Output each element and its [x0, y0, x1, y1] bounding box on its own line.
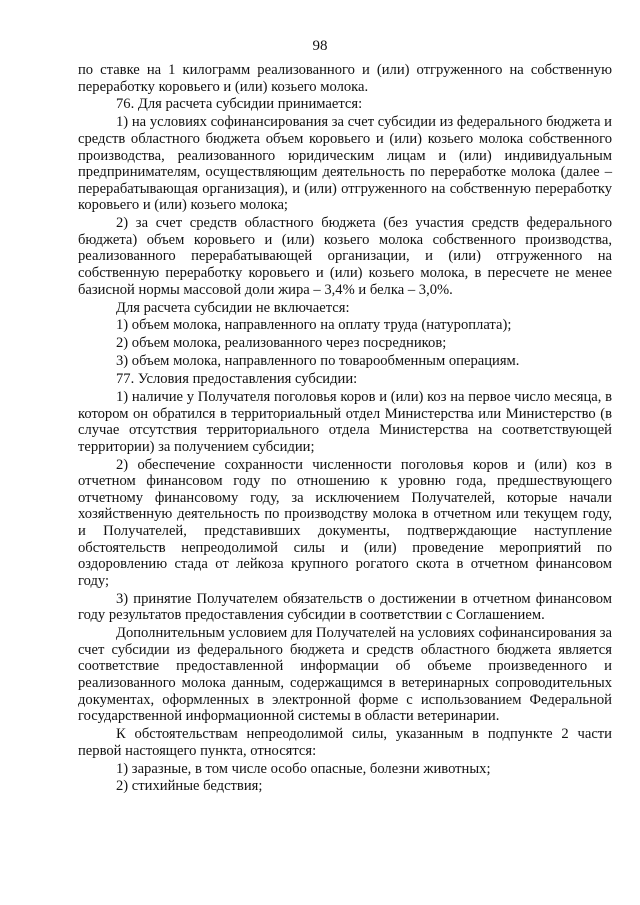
paragraph: 1) на условиях софинансирования за счет субсидии из федерального бюджета и средств областного бюджета объем коровьего и (или) козьего молока собственного производства, реализованного юридическим лицам и (или) индивидуальным предпринимателям, осуществляющим деятельность по переработке молока (далее – перерабатывающая организация), и (или) отгруженного на собственную переработку коровьего и (или) козьего молока;	[78, 114, 612, 214]
paragraph: 1) наличие у Получателя поголовья коров и (или) коз на первое число месяца, в котором он обратился в территориальный отдел Министерства или Министерство (в случае отсутствия территориального отдела Министерства на соответствующей территории) за получением субсидии;	[78, 388, 612, 455]
paragraph: 2) за счет средств областного бюджета (без участия средств федерального бюджета) объем коровьего и (или) козьего молока собственного производства, реализованного перерабатывающей организации, и (или) отгруженного на собственную переработку коровьего и (или) козьего молока, в пересчете не менее базисной нормы массовой доли жира – 3,4% и белка – 3,0%.	[78, 215, 612, 298]
paragraph: 2) объем молока, реализованного через посредников;	[116, 335, 447, 352]
paragraph: 2) стихийные бедствия;	[116, 778, 263, 795]
paragraph: 1) объем молока, направленного на оплату труда (натуроплата);	[116, 317, 512, 334]
paragraph: К обстоятельствам непреодолимой силы, указанным в подпункте 2 части первой настоящего пункта, относятся:	[78, 726, 612, 759]
paragraph: 76. Для расчета субсидии принимается:	[116, 96, 363, 113]
paragraph: Для расчета субсидии не включается:	[116, 299, 350, 316]
paragraph: 77. Условия предоставления субсидии:	[116, 371, 358, 388]
document-body	[78, 62, 612, 796]
paragraph: 1) заразные, в том числе особо опасные, болезни животных;	[116, 760, 491, 777]
page-number: 98	[312, 38, 328, 54]
paragraph: по ставке на 1 килограмм реализованного и (или) отгруженного на собственную переработку коровьего и (или) козьего молока.	[78, 62, 612, 95]
paragraph: 3) объем молока, направленного по товарообменным операциям.	[116, 353, 520, 370]
paragraph: 3) принятие Получателем обязательств о достижении в отчетном финансовом году результатов предоставления субсидии в соответствии с Соглашением.	[78, 590, 612, 624]
paragraph: 2) обеспечение сохранности численности поголовья коров и (или) коз в отчетном финансовом году по отношению к уровню года, предшествующего отчетному финансовому году, за исключением Получателей, которые начали хозяйственную деятельность по производству молока в отчетном или текущем году, и Получателей, представивших документы, подтверждающие наступление обстоятельств непреодолимой силы и (или) проведение мероприятий по оздоровлению стада от лейкоза крупного рогатого скота в отчетном финансовом году;	[78, 456, 612, 589]
paragraph: Дополнительным условием для Получателей на условиях софинансирования за счет субсидии из федерального бюджета и средств областного бюджета является соответствие предоставленной информации об объеме произведенного и реализованного молока данным, содержащимся в ветеринарных сопроводительных документах, оформленных в электронной форме с использованием Федеральной государственной информационной системы в области ветеринарии.	[78, 625, 612, 725]
